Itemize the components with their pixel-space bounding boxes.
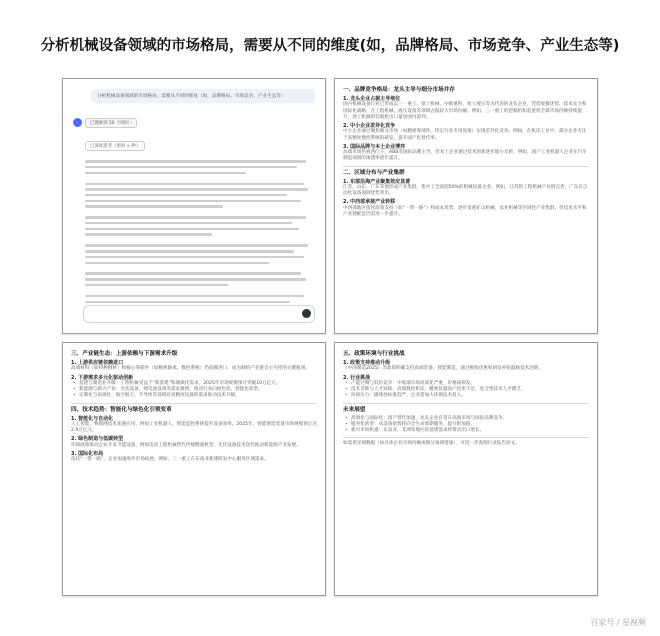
subheading: 2. 绿色制造与低碳转型: [71, 436, 124, 443]
paragraph: 人工智能、物联网技术加速应用，例如工业机器人、智能监控系统提升设备效率。2025年，智能制造装备市场规模预计达2.9万亿元。: [71, 422, 317, 434]
reasoning-text-lines: [85, 160, 315, 308]
bullet-item: • 技术差距与人才短缺：高端数控机床、精密仪器国产化率不足，复合型技术人才匮乏。: [343, 387, 589, 393]
subheading: 1. 东部沿海产业聚集效应显著: [343, 178, 411, 185]
bullet-item: • 新能源与新兴产业：光伏设备、锂电池设备等需求激增，推动行业向绿色化、智能化转型。: [71, 387, 317, 393]
section-heading: 四、技术趋势：智能化与绿色化引领变革: [71, 406, 172, 413]
footer-note: 如需更详细数据（如具体企业市场份额或细分领域增速），可进一步查阅行业报告原文。: [343, 441, 520, 447]
bullet-item: • 产能过剩与低价竞争：中低端市场同质化严重，价格战频发。: [343, 381, 589, 387]
brand-competition-card: [334, 78, 598, 334]
subheading: 1. 智能化与自动化: [71, 415, 114, 422]
subheading: 2. 中西部承接产业转移: [343, 199, 396, 206]
bullet-item: • 基建与制造业升级：工程机械受益于“新基建”和城镇化需求，2025年市场规模预计突破10万亿元。: [71, 381, 317, 387]
paragraph: 中西部地区依托政策支持（如“一带一路”）和成本优势，逐步发展矿山机械、农业机械等区域性产业集群，但技术水平和产业链配套仍需进一步提升。: [343, 205, 587, 218]
subheading: 1. 上游供应链依赖进口: [71, 360, 124, 366]
divider: [71, 403, 317, 404]
paragraph: 《中国制造2025》等政策明确支持高端装备、智能制造，通过税收优惠和研发补贴鼓励技术创新。: [343, 366, 544, 372]
divider: [343, 437, 589, 438]
thinking-chip[interactable]: 已深度思考（用时 ≈ 秒）: [85, 141, 145, 151]
paragraph: 高端材料（如特种钢材）和核心零部件（如精密轴承、数控系统）仍依赖进口，成为制约产业链自主可控的关键瓶颈。: [71, 366, 310, 372]
industry-chain-card: [62, 342, 326, 596]
chat-screenshot-card: [62, 78, 326, 334]
message-input[interactable]: [83, 305, 315, 323]
policy-outlook-card: [334, 342, 598, 596]
search-results-chip[interactable]: 已搜索到 50 个网页 ›: [85, 118, 137, 128]
section-heading: 五、政策环境与行业挑战: [343, 351, 405, 357]
subheading: 1. 龙头企业占据主导地位: [343, 96, 401, 102]
paragraph: 中小企业通过聚焦细分市场（如精密零部件、特定行业专用设备）实现差异化竞争。例如，在机床工业中，部分企业专注于高精度数控系统的研发，提升国产化替代率。: [343, 129, 587, 141]
paragraph: 环保政策推动企业开发节能设备，例如电动工程机械替代传统燃油机型，光伏设备技术迭代推动新能源产业发展。: [71, 442, 301, 448]
paragraph: 高端市场仍被西门子、ABB等国际品牌主导，但本土企业通过技术创新逐步缩小差距。例如，国产工业机器人企业在汽车制造领域的渗透率逐年提升。: [343, 150, 587, 162]
subheading: 3. 国际品牌与本土企业博弈: [343, 143, 406, 150]
section-heading: 未来展望: [343, 406, 366, 413]
bullet-item: • 服务化转型：从设备销售转向全生命周期服务，提升附加值。: [343, 422, 589, 428]
bullet-item: • 新兴市场机遇：东南亚、非洲等地区的基建需求将带动出口增长。: [343, 428, 589, 434]
subheading: 1. 政策支持推动升级: [343, 360, 391, 366]
watermark: 百家号 / 星视频: [590, 618, 646, 627]
paragraph: 江苏、山东、广东等地形成产业集群，集中了全国超50%的机械设备企业。例如，江苏的工程机械产业链完善，广东在自动化设备领域优势突出。: [343, 185, 588, 197]
section-heading: 三、产业链生态：上游依赖与下游需求升级: [71, 351, 178, 357]
send-icon[interactable]: [302, 309, 311, 318]
paragraph: 国内机械设备行业已形成以三一重工、徐工机械、中联重科、恒立液压等为代表的龙头企业，凭借规模优势、技术实力和国际化战略，在工程机械、液压设备等领域占据较大市场份额。例如，三一重工的挖掘机和起重机全球市场份额持续提升，徐工机械的装载机出口量居国内前列。: [343, 102, 587, 120]
section-heading: 一、品牌竞争格局：龙头主导与细分市场并存: [343, 87, 455, 93]
divider: [343, 403, 589, 404]
subheading: 2. 行业挑战: [343, 374, 371, 381]
subheading: 2. 下游需求多元化驱动创新: [71, 374, 134, 381]
subheading: 3. 国际化布局: [71, 451, 104, 458]
page-title: 分析机械设备领域的市场格局，需要从不同的维度(如，品牌格局、市场竞争、产业生态等): [40, 38, 620, 54]
paragraph: 依托“一带一路”，企业加速海外市场拓展。例如，三一重工在东南亚新建研发中心服务区域需求。: [71, 457, 269, 463]
section-heading: 二、区域分布与产业集群: [343, 169, 405, 176]
bullet-item: • 高端化与国际化：国产替代加速，龙头企业有望在高端市场与国际品牌竞争。: [343, 416, 589, 422]
subheading: 2. 中小企业差异化竞争: [343, 123, 396, 130]
divider: [343, 166, 589, 167]
assistant-logo-icon: [73, 118, 82, 127]
user-prompt-bubble: 分析机械设备领域的市场格局，需要从不同的维度（如，品牌格局、市场竞争、产业生态等）: [91, 89, 315, 103]
bullet-item: • 环保压力：碳排放标准趋严，企业需加大环保技术投入。: [343, 393, 589, 399]
bullet-item: • 定制化与高端化：航空航天、半导体等领域对高精度设备的需求推动技术升级。: [71, 393, 317, 399]
